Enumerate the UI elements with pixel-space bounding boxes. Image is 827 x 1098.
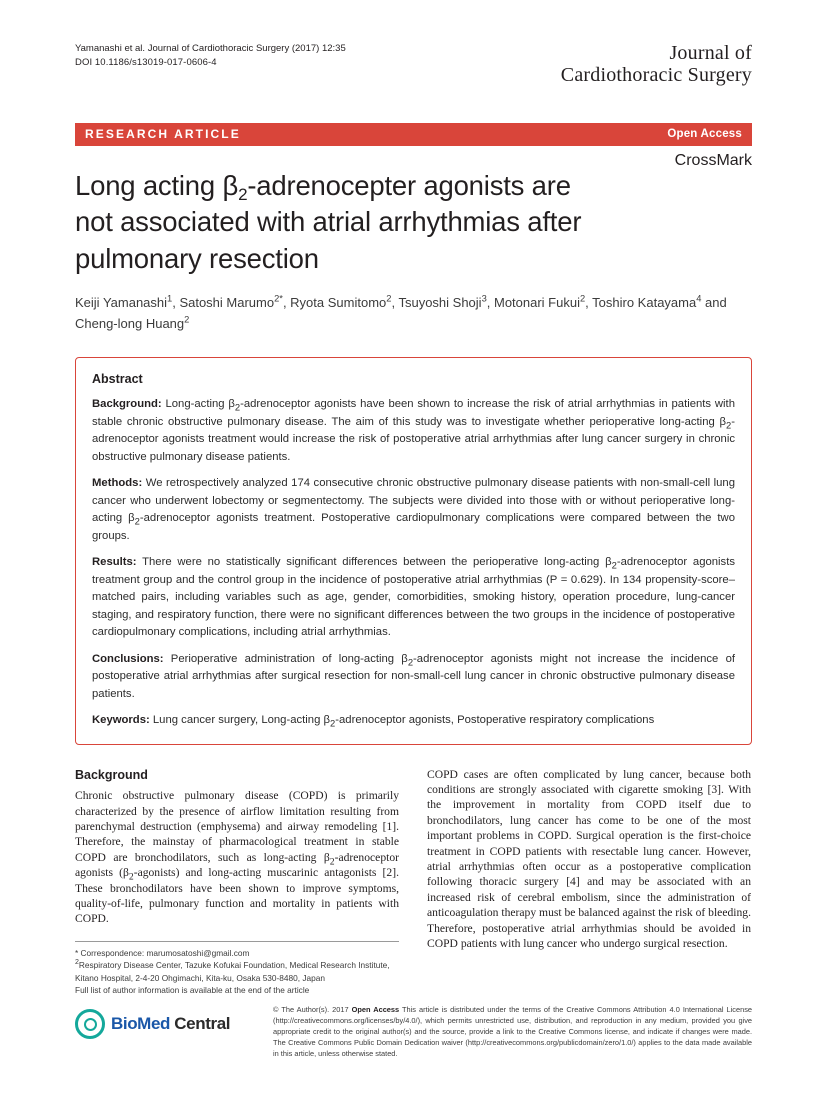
abstract-conclusions-label: Conclusions: [92,652,164,665]
journal-title [561,42,752,87]
title-subscript: 2 [238,184,248,204]
abstract-conclusions-text: Perioperative administration of long-acting $\beta_2$-adrenoceptor agonists might not increase the incidence of postoperative atrial arrhythmias after surgical resection for non-small-cell lung cancer in chronic obstructive pulmonary disease patients. [92,652,735,700]
abstract-results-text: There were no statistically significant differences between the perioperative long-acting $\beta_2$-adrenoceptor agonists treatment group and the control group in the incidence of postoperative atrial arrhythmias (P = 0.629). In 134 propensity-score–matched pairs, including variables such as age, gender, comorbidities, smoking history, operation procedure, lung-cancer staging, and respiratory function, there were no significant differences between the two groups in the incidence of postoperative cardiopulmonary complications, including atrial arrhythmias. [92,556,735,639]
license-copyright: © The Author(s). 2017 [273,1005,352,1015]
license-open-access: Open Access [351,1005,400,1015]
biomed-logo-dark: Central [169,1014,231,1034]
body-columns [75,767,752,997]
biomed-central-logo [75,1005,255,1039]
abstract-background [92,396,735,466]
abstract-keywords-text: Lung cancer surgery, Long-acting $\beta_2$-adrenoceptor agonists, Postoperative respiratory complications [149,714,655,729]
abstract-conclusions [92,651,735,704]
abstract-background-text: Long-acting $\beta_2$-adrenoceptor agonists have been shown to increase the risk of atrial arrhythmias in patients with stable chronic obstructive pulmonary disease. The aim of this study was to investigate whether perioperative long-acting $\beta_2$-adrenoceptor agonists treatment would increase the risk of postoperative atrial arrhythmias after lung cancer surgery in chronic obstructive pulmonary disease patients. [92,398,735,463]
page-content [75,42,752,997]
title-line-1b: -adrenocepter agonists are [247,169,571,201]
body-column-left [75,767,399,997]
crossmark-badge[interactable] [671,152,752,170]
title-block [75,151,752,278]
biomed-logo-blue: BioMed [111,1014,170,1034]
article-type-label: RESEARCH ARTICLE [85,127,241,142]
title-line-3: pulmonary resection [75,242,319,274]
abstract-methods-text: We retrospectively analyzed 174 consecutive chronic obstructive pulmonary disease patients with non-small-cell lung cancer who underwent lobectomy or segmentectomy. The subjects were divided into those with or without perioperative long-acting $\beta_2$-adrenoceptor agonists treatment. Postoperative cardiopulmonary complications were compared between the two groups. [92,477,735,542]
section-heading-background: Background [75,767,148,782]
crossmark-label: CrossMark [674,151,752,169]
abstract-results [92,554,735,642]
page-title [75,168,645,278]
citation-line-1: Yamanashi et al. Journal of Cardiothoracic Surgery (2017) 12:35 [75,43,346,54]
license-body: This article is distributed under the terms of the Creative Commons Attribution 4.0 International License (http://creativecommons.org/licenses/by/4.0/), which permits unrestricted use, distribution, and reproduction in any medium, provided you give appropriate credit to the original author(s) and the source, provide a link to the Creative Commons license, and indicate if changes were made. The Creative Commons Public Domain Dedication waiver (http://creativecommons.org/publicdomain/zero/1.0/) applies to the data made available in this article, unless otherwise stated. [273,1005,752,1059]
page-footer [75,1005,752,1060]
open-access-label: Open Access [667,128,742,141]
title-line-1a: Long acting β [75,169,239,201]
abstract-methods-label: Methods: [92,477,143,490]
footnote-affiliation: $^2$Respiratory Disease Center, Tazuke Kofukai Foundation, Medical Research Institute, Kitano Hospital, 2-4-20 Ohgimachi, Kita-ku, Osaka 530-8480, Japan [75,959,390,983]
license-text [273,1005,752,1060]
abstract-keywords-label: Keywords: [92,714,150,727]
page-header [75,42,752,87]
abstract-background-label: Background: [92,398,162,411]
footnote-block [75,941,399,997]
citation-doi: DOI 10.1186/s13019-017-0606-4 [75,56,217,68]
biomed-wordmark [111,1014,230,1034]
biomed-circle-icon [75,1009,105,1039]
background-paragraph-right: COPD cases are often complicated by lung cancer, because both conditions are strongly associated with cigarette smoking [3]. With the improvement in mortality from COPD itself due to bronchodilators, lung cancer has come to be one of the most important problems in COPD. Surgical operation is the first-choice treatment in COPD patients with resectable lung cancer. However, atrial arrhythmias often occur as a postoperative complication following thoracic surgery [4] and may be associated with an increased risk of cerebral embolism, since the administration of anticoagulation therapy must be balanced against the risk of bleeding. Therefore, postoperative atrial arrhythmias should be avoided in COPD patients with lung cancer who undergo surgical resection. [427,767,751,951]
abstract-box [75,357,752,745]
abstract-keywords [92,712,735,730]
abstract-heading: Abstract [92,372,143,387]
title-line-2: not associated with atrial arrhythmias after [75,206,582,238]
journal-title-line-2: Cardiothoracic Surgery [560,64,752,87]
author-list [75,293,735,335]
background-paragraph-left: Chronic obstructive pulmonary disease (COPD) is primarily characterized by the presence of airflow limitation resulting from parenchymal destruction (emphysema) and airway remodeling [1]. Therefore, the mainstay of pharmacological treatment in stable COPD are bronchodilators, such as long-acting $\beta_2$-adrenoceptor agonists $(\beta_2-agonists)$ and long-acting muscarinic antagonists [2]. These bronchodilators have been shown to improve symptoms, quality-of-life, pulmonary function and mortality in patients with COPD. [75,789,399,926]
article-type-banner [75,123,752,146]
footnote-full-list: Full list of author information is available at the end of the article [75,985,310,996]
body-column-right [427,767,751,997]
abstract-results-label: Results: [92,556,137,569]
author-names: Keiji Yamanashi$^1$, Satoshi Marumo$^{2*}$, Ryota Sumitomo$^2$, Tsuyoshi Shoji$^3$, Motonari Fukui$^2$, Toshiro Katayama$^4$ and Cheng-long Huang$^2$ [75,294,727,332]
footnote-correspondence[interactable]: * Correspondence: marumosatoshi@gmail.com [75,947,250,958]
abstract-methods [92,475,735,545]
citation-block [75,42,346,70]
journal-title-line-1: Journal of [669,42,752,64]
